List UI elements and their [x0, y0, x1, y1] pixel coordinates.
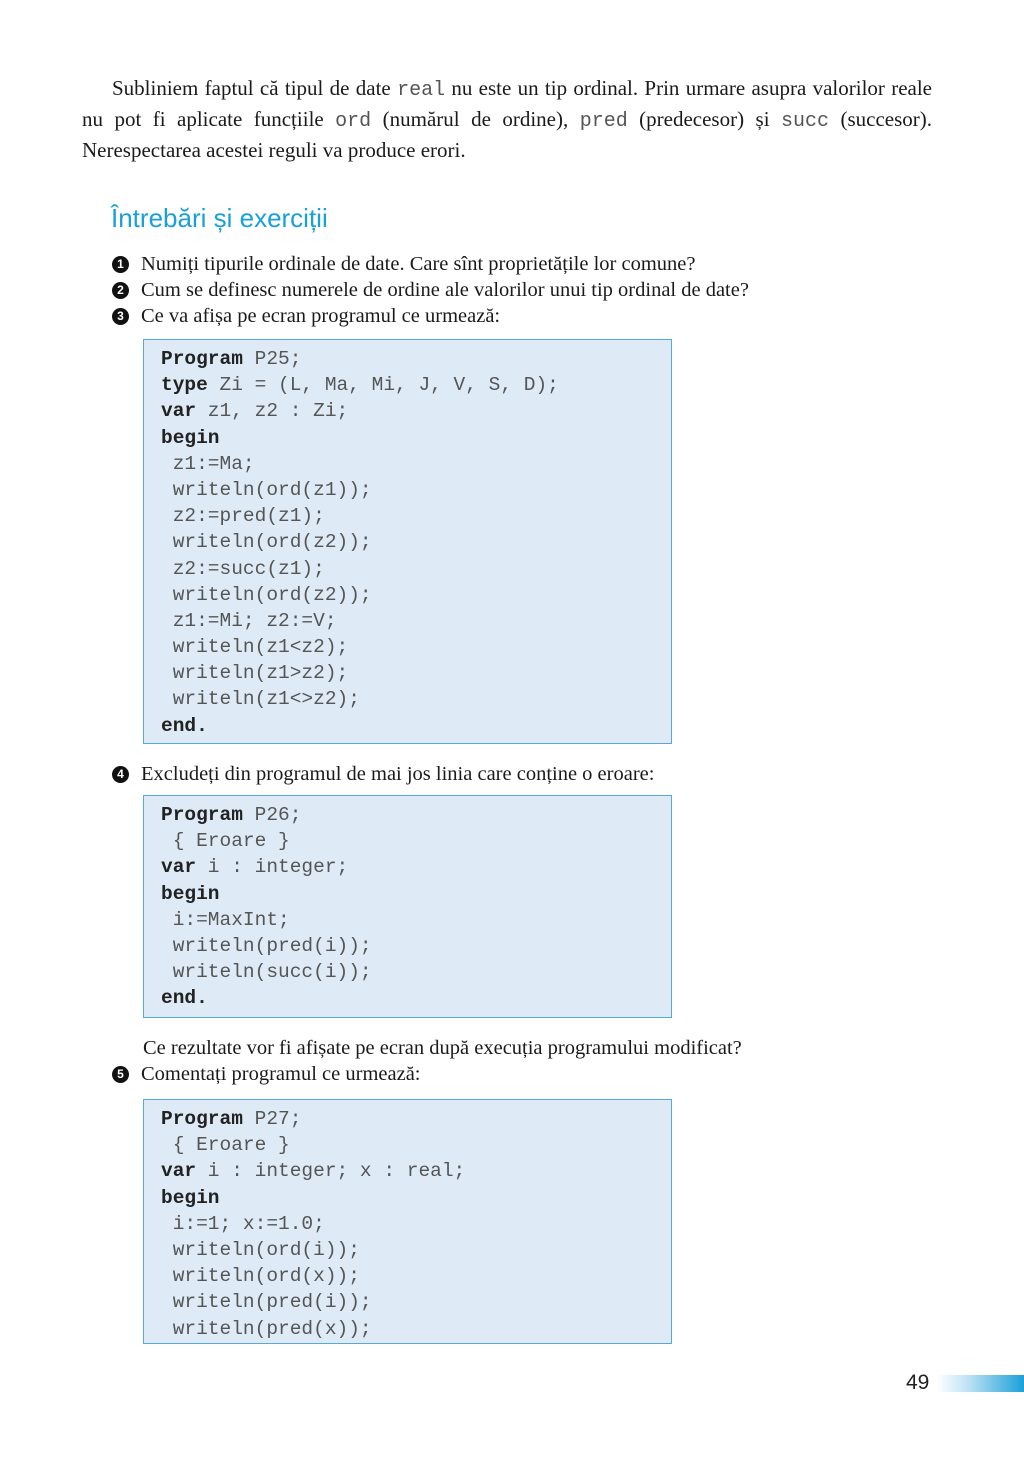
- question-text: Ce va afișa pe ecran programul ce urmează:: [141, 305, 501, 327]
- code-text: writeln(ord(x));: [161, 1265, 360, 1288]
- question-2: [112, 277, 749, 303]
- code-line: [161, 1185, 671, 1211]
- code-line: [161, 529, 671, 555]
- code-text: writeln(pred(x));: [161, 1317, 372, 1340]
- question-text: Comentați programul ce urmează:: [141, 1063, 421, 1085]
- intro-text-part: Subliniem faptul că tipul de date: [112, 76, 398, 100]
- code-text: P27;: [242, 1108, 302, 1130]
- code-pred: pred: [579, 110, 628, 133]
- code-text: z1:=Mi; z2:=V;: [161, 609, 337, 632]
- follow-up-question: Ce rezultate vor fi afișate pe ecran după execuția programului modificat?: [143, 1037, 742, 1059]
- code-text: writeln(ord(i));: [161, 1238, 360, 1261]
- code-line: [161, 854, 671, 880]
- intro-text-part: nu este un tip ordinal. Prin urmare asupra valorilor reale nu pot fi aplicate funcțiile: [82, 76, 932, 131]
- question-number: 2: [112, 282, 129, 299]
- code-keyword: Program: [161, 1108, 243, 1130]
- code-text: writeln(z1<z2);: [161, 636, 349, 659]
- code-line: [161, 608, 671, 634]
- code-line: [161, 933, 671, 959]
- code-keyword: end.: [161, 987, 208, 1010]
- code-text: z1:=Ma;: [161, 452, 255, 475]
- code-text: writeln(ord(z1));: [161, 478, 372, 501]
- section-heading: Întrebări și exerciții: [111, 203, 328, 233]
- code-text: i:=1; x:=1.0;: [161, 1212, 325, 1235]
- code-text: writeln(z1>z2);: [161, 662, 349, 685]
- code-keyword: end.: [161, 714, 208, 737]
- code-text: writeln(pred(i));: [161, 934, 372, 957]
- code-succ: succ: [781, 110, 830, 133]
- code-line: [161, 1106, 671, 1132]
- code-text: i : integer; x : real;: [196, 1160, 466, 1183]
- code-keyword: begin: [161, 426, 220, 449]
- code-line: [161, 713, 671, 739]
- code-keyword: var: [161, 1160, 197, 1183]
- code-text: writeln(ord(z2));: [161, 583, 372, 606]
- code-text: Zi = (L, Ma, Mi, J, V, S, D);: [207, 374, 559, 397]
- code-text: P25;: [242, 348, 302, 370]
- code-line: [161, 985, 671, 1011]
- code-line: [161, 907, 671, 933]
- code-line: [161, 959, 671, 985]
- code-text: writeln(succ(i));: [161, 961, 372, 984]
- code-line: [161, 634, 671, 660]
- code-line: [161, 1237, 671, 1263]
- code-line: [161, 686, 671, 712]
- code-line: [161, 1132, 671, 1158]
- question-number: 5: [112, 1066, 129, 1083]
- code-keyword: var: [161, 400, 197, 423]
- code-keyword: begin: [161, 882, 220, 905]
- code-line: [161, 802, 671, 828]
- question-3: [112, 303, 500, 329]
- intro-text-part: (succesor). Nerespectarea acestei reguli va produce erori.: [82, 107, 933, 162]
- question-4: [112, 761, 654, 787]
- code-line: [161, 1263, 671, 1289]
- code-block-p26: [143, 795, 672, 1018]
- code-keyword: var: [161, 856, 197, 879]
- code-text: i : integer;: [196, 856, 349, 879]
- code-line: [161, 556, 671, 582]
- code-text: z2:=succ(z1);: [161, 557, 325, 580]
- code-text: writeln(ord(z2));: [161, 531, 372, 554]
- code-line: [161, 582, 671, 608]
- question-text: Excludeți din programul de mai jos linia care conține o eroare:: [141, 763, 655, 785]
- code-block-p27: [143, 1099, 672, 1344]
- code-ord: ord: [335, 110, 372, 133]
- code-line: [161, 1289, 671, 1315]
- code-line: [161, 881, 671, 907]
- code-line: [161, 346, 671, 372]
- code-line: [161, 398, 671, 424]
- code-block-p25: [143, 339, 672, 744]
- page-number-bar: [937, 1375, 1024, 1392]
- question-text: Cum se definesc numerele de ordine ale valorilor unui tip ordinal de date?: [141, 279, 749, 301]
- question-1: [112, 251, 695, 277]
- code-keyword: begin: [161, 1186, 220, 1209]
- code-keyword: Program: [161, 348, 243, 370]
- code-line: [161, 660, 671, 686]
- question-number: 3: [112, 308, 129, 325]
- code-line: [161, 372, 671, 398]
- code-line: [161, 503, 671, 529]
- question-number: 4: [112, 766, 129, 783]
- code-line: [161, 451, 671, 477]
- intro-paragraph: [82, 74, 932, 165]
- code-line: [161, 1211, 671, 1237]
- page-number: 49: [906, 1371, 930, 1394]
- code-text: writeln(pred(i));: [161, 1291, 372, 1314]
- question-number: 1: [112, 256, 129, 273]
- code-line: [161, 828, 671, 854]
- code-text: i:=MaxInt;: [161, 908, 290, 931]
- intro-text: [82, 74, 932, 165]
- code-keyword: type: [161, 374, 208, 397]
- code-line: [161, 1316, 671, 1342]
- code-line: [161, 1158, 671, 1184]
- code-text: z2:=pred(z1);: [161, 505, 325, 528]
- code-keyword: Program: [161, 804, 243, 826]
- intro-text-part: (predecesor) și: [627, 107, 781, 131]
- code-text: writeln(z1<>z2);: [161, 688, 360, 711]
- code-text: { Eroare }: [161, 830, 290, 853]
- code-line: [161, 477, 671, 503]
- code-text: { Eroare }: [161, 1134, 290, 1157]
- code-text: z1, z2 : Zi;: [196, 400, 349, 423]
- code-text: P26;: [242, 804, 302, 826]
- code-real: real: [397, 79, 446, 102]
- question-5: [112, 1061, 420, 1087]
- question-text: Numiți tipurile ordinale de date. Care sînt proprietățile lor comune?: [141, 253, 696, 275]
- code-line: [161, 425, 671, 451]
- intro-text-part: (numărul de ordine),: [371, 107, 580, 131]
